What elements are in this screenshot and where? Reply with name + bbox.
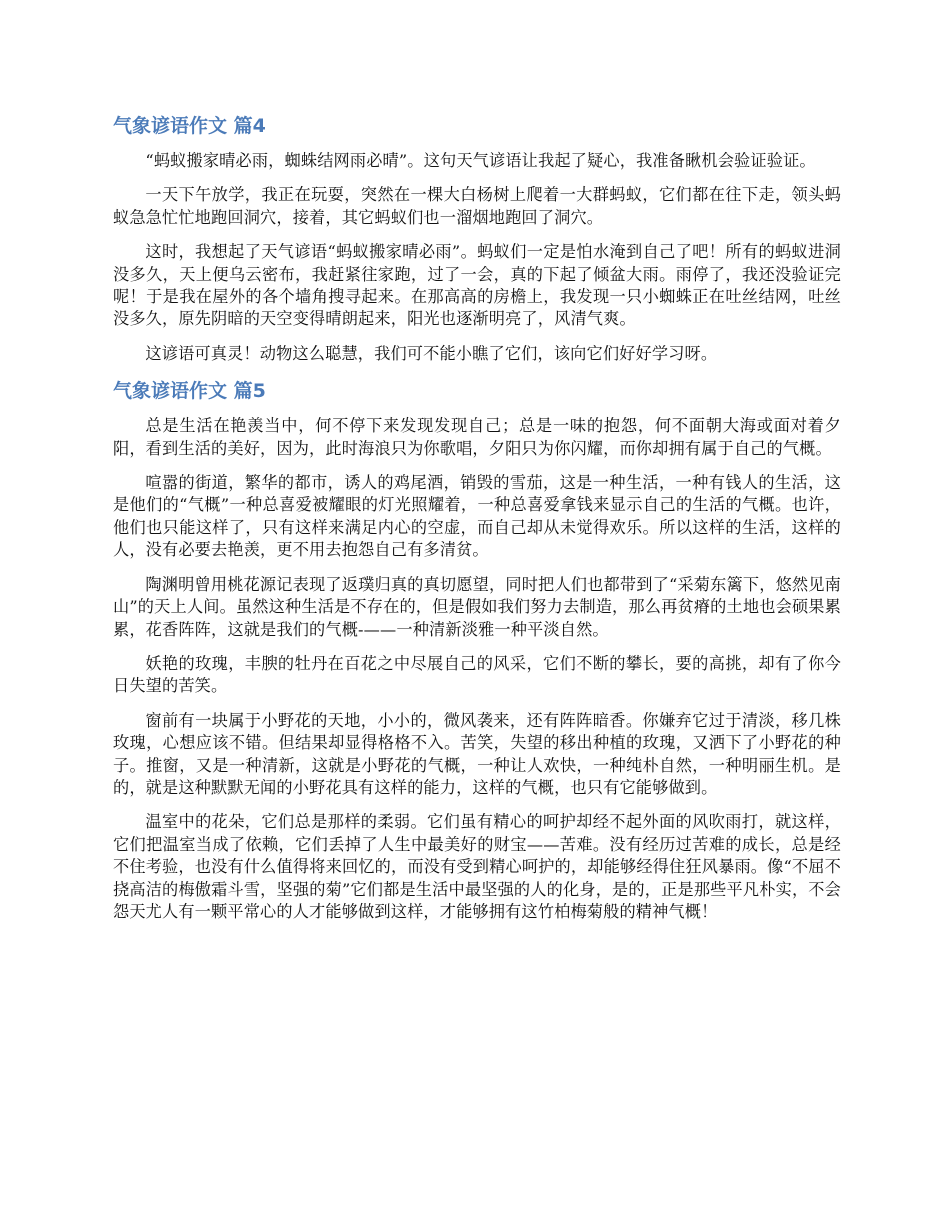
essay-section-4 [113, 112, 841, 365]
paragraph: 妖艳的玫瑰，丰腴的牡丹在百花之中尽展自己的风采，它们不断的攀长，要的高挑，却有了你今日失望的苦笑。 [113, 653, 841, 696]
paragraph: 温室中的花朵，它们总是那样的柔弱。它们虽有精心的呵护却经不起外面的风吹雨打，就这样，它们把温室当成了依赖，它们丢掉了人生中最美好的财宝——苦难。没有经历过苦难的成长，总是经不住考验，也没有什么值得将来回忆的，而没有受到精心呵护的，却能够经得住狂风暴雨。像“不屈不挠高洁的梅傲霜斗雪，坚强的菊”它们都是生活中最坚强的人的化身，是的，正是那些平凡朴实，不会怨天尤人有一颗平常心的人才能够做到这样，才能够拥有这竹柏梅菊般的精神气概！ [113, 812, 841, 921]
paragraph: 总是生活在艳羡当中，何不停下来发现发现自己；总是一味的抱怨，何不面朝大海或面对着夕阳，看到生活的美好，因为，此时海浪只为你歌唱，夕阳只为你闪耀，而你却拥有属于自己的气概。 [113, 416, 841, 458]
paragraph: “蚂蚁搬家晴必雨，蜘蛛结网雨必晴”。这句天气谚语让我起了疑心，我准备瞅机会验证验证。 [145, 151, 816, 170]
paragraph: 一天下午放学，我正在玩耍，突然在一棵大白杨树上爬着一大群蚂蚁，它们都在往下走，领头蚂蚁急急忙忙地跑回洞穴，接着，其它蚂蚁们也一溜烟地跑回了洞穴。 [113, 185, 841, 227]
section-title: 气象谚语作文 篇5 [113, 380, 266, 403]
paragraph: 这谚语可真灵！动物这么聪慧，我们可不能小瞧了它们，该向它们好好学习呀。 [145, 343, 718, 363]
section-title: 气象谚语作文 篇4 [113, 115, 266, 137]
paragraph: 陶渊明曾用桃花源记表现了返璞归真的真切愿望，同时把人们也都带到了“采菊东篱下，悠然见南山”的天上人间。虽然这种生活是不存在的，但是假如我们努力去制造，那么再贫瘠的土地也会硕果累累，花香阵阵，这就是我们的气概-——一种清新淡雅一种平淡自然。 [113, 574, 841, 639]
paragraph: 这时，我想起了天气谚语“蚂蚁搬家晴必雨”。蚂蚁们一定是怕水淹到自己了吧！所有的蚂蚁进洞没多久，天上便乌云密布，我赶紧往家跑，过了一会，真的下起了倾盆大雨。雨停了，我还没验证完呢！于是我在屋外的各个墙角搜寻起来。在那高高的房檐上，我发现一只小蜘蛛正在吐丝结网，吐丝没多久，原先阴暗的天空变得晴朗起来，阳光也逐渐明亮了，风清气爽。 [113, 242, 841, 329]
document-page [113, 112, 841, 935]
paragraph: 喧嚣的街道，繁华的都市，诱人的鸡尾酒，销毁的雪茄，这是一种生活，一种有钱人的生活，这是他们的“气概”一种总喜爱被耀眼的灯光照耀着，一种总喜爱拿钱来显示自己的生活的气概。也许，他们也只能这样了，只有这样来满足内心的空虚，而自己却从未觉得欢乐。所以这样的生活，这样的人，没有必要去艳羡，更不用去抱怨自己有多清贫。 [113, 473, 841, 560]
essay-section-5 [113, 377, 841, 923]
paragraph: 窗前有一块属于小野花的天地，小小的，微风袭来，还有阵阵暗香。你嫌弃它过于清淡，移几株玫瑰，心想应该不错。但结果却显得格格不入。苦笑，失望的移出种植的玫瑰，又洒下了小野花的种子。推窗，又是一种清新，这就是小野花的气概，一种让人欢快，一种纯朴自然，一种明丽生机。是的，就是这种默默无闻的小野花具有这样的能力，这样的气概，也只有它能够做到。 [113, 710, 841, 797]
